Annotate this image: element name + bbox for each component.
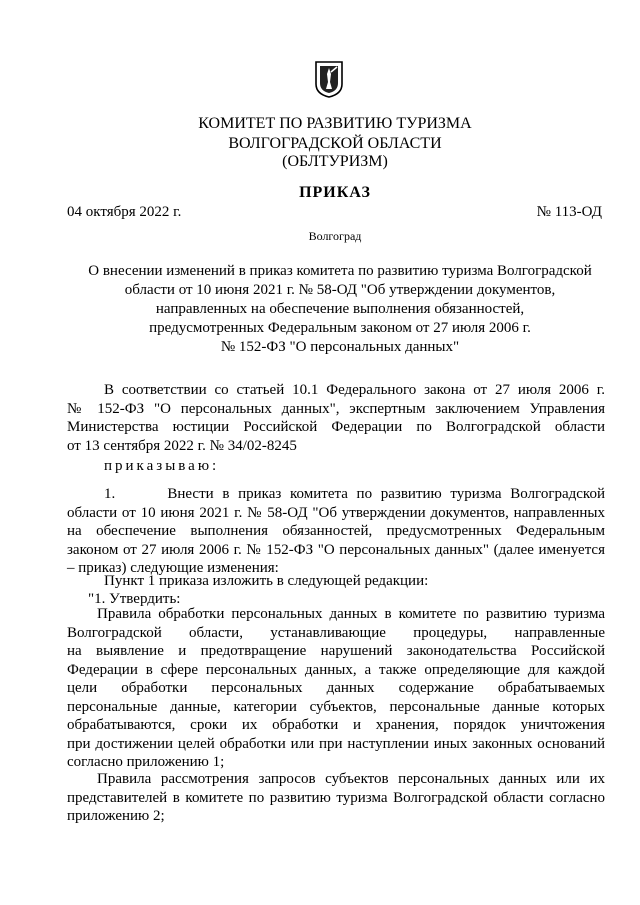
subject-line: О внесении изменений в приказ комитета по развитию туризма Волгоградской — [88, 263, 592, 279]
preamble-line: В соответствии со статьей 10.1 Федерального закона от 27 июля 2006 г. — [104, 382, 605, 398]
org-name-line1: КОМИТЕТ ПО РАЗВИТИЮ ТУРИЗМА — [198, 115, 472, 132]
point1-line: Пункт 1 приказа изложить в следующей редакции: — [104, 573, 429, 589]
approve-line: "1. Утвердить: — [88, 591, 181, 607]
rules2-line: приложению 2; — [67, 808, 165, 824]
subject-line: предусмотренных Федеральным законом от 27 июля 2006 г. — [149, 320, 531, 336]
subject-line: области от 10 июня 2021 г. № 58-ОД "Об утверждении документов, — [124, 282, 556, 298]
item1-line: 1. Внести в приказ комитета по развитию туризма Волгоградской — [104, 486, 605, 502]
document-number: № 113-ОД — [536, 204, 602, 220]
rules1-line: Федерации в сфере персональных данных, а также определяющие для каждой — [67, 661, 605, 678]
rules2-line: представителей в комитете по развитию туризма Волгоградской области согласно — [67, 789, 605, 806]
subject-line: направленных на обеспечение выполнения обязанностей, — [155, 301, 525, 317]
rules1-line: Волгоградской области, устанавливающие процедуры, направленные — [67, 624, 605, 641]
org-abbreviation: (ОБЛТУРИЗМ) — [282, 153, 388, 170]
preamble-line: Министерства юстиции Российской Федерации по Волгоградской области — [67, 419, 605, 435]
coat-of-arms-emblem — [314, 60, 344, 98]
rules1-paragraph — [67, 605, 605, 772]
subject-line: № 152-ФЗ "О персональных данных" — [220, 339, 460, 355]
rules2-paragraph — [67, 770, 605, 826]
item1-line: – приказ) следующие изменения: — [67, 560, 279, 576]
rules1-line: согласно приложению 1; — [67, 754, 225, 770]
rules1-line: обрабатываются, сроки их обработки и хранения, порядок уничтожения — [67, 717, 605, 733]
rules2-line: Правила рассмотрения запросов субъектов персональных данных или их — [97, 771, 605, 787]
preamble-line: от 13 сентября 2022 г. № 34/02-8245 — [67, 437, 297, 454]
item1-line: области от 10 июня 2021 г. № 58-ОД "Об утверждении документов, направленных — [67, 504, 605, 521]
item1-line: на обеспечение выполнения обязанностей, предусмотренных Федеральным — [67, 523, 605, 539]
rules1-line: на выявление и предотвращение нарушений законодательства Российской — [67, 643, 605, 659]
order-word: приказываю: — [104, 458, 220, 474]
org-name-line2: ВОЛГОГРАДСКОЙ ОБЛАСТИ — [228, 135, 442, 152]
document-date: 04 октября 2022 г. — [67, 204, 182, 220]
rules1-line: при достижении целей обработки или при наступлении иных законных оснований — [67, 735, 605, 752]
preamble-line: № 152-ФЗ "О персональных данных", экспертным заключением Управления — [67, 400, 605, 417]
document-city: Волгоград — [308, 229, 362, 243]
document-type: ПРИКАЗ — [299, 184, 371, 201]
rules1-line: персональные данные, категории субъектов, персональные данные которых — [67, 698, 605, 715]
item1-line: законом от 27 июля 2006 г. № 152-ФЗ "О персональных данных" (далее именуется — [67, 541, 605, 558]
preamble-paragraph — [67, 381, 605, 455]
document-subject — [60, 262, 620, 357]
rules1-line: Правила обработки персональных данных в комитете по развитию туризма — [97, 606, 605, 622]
item1-paragraph — [67, 485, 605, 578]
rules1-line: цели обработки персональных данных содержание обрабатываемых — [67, 680, 605, 696]
